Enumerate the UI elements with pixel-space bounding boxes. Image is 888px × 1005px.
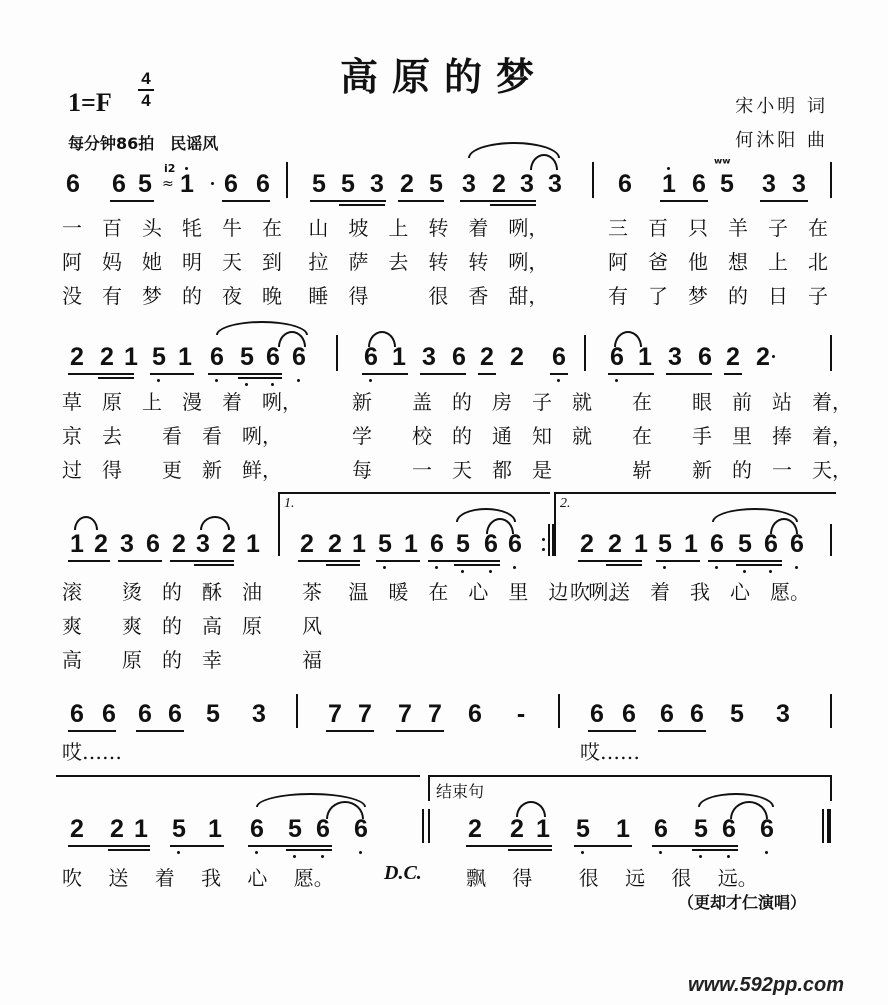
composer-credit: 何沐阳 曲 [735,130,828,151]
staff-line-2: 2 2 1 5 1 6 5 6 6 6 1 3 6 2 2 6 6 1 3 6 2 2 [0,343,888,383]
repeat-bracket-line [56,775,420,777]
lyric-verse1-b: 三 百 只 羊 子 在 [608,216,828,240]
lyric-verse3-a: 没 有 梦 的 夜 晚 睡 得 很 香 甜， [62,284,549,308]
lyric-verse3-c: 过 得 更 新 鲜， [62,458,282,482]
song-title: 高原的梦 [339,54,548,99]
lyric-verse1-f: 吹 送 着 我 心 愿。 [570,580,810,604]
lyric-verse2-c: 京 去 看 看 咧， [62,424,282,448]
lyric-interlude-b: 哎…… [580,740,640,764]
lyricist-credit: 宋小明 词 [735,96,828,117]
lyric-verse1-a: 一 百 头 牦 牛 在 山 坡 上 转 着 咧， [62,216,549,240]
lyric-verse1-e: 滚 烫 的 酥 油 茶 温 暖 在 心 里 边 咧。 [62,580,629,604]
staff-line-5: 2 2 1 5 1 6 5 6 6 2 2 1 5 1 6 5 6 6 [0,815,888,855]
lyric-verse1-d: 新 盖 的 房 子 就 在 眼 前 站 着， [352,390,852,414]
lyric-verse1-c: 草 原 上 漫 着 咧， [62,390,302,414]
volta-first-ending: 1. [278,492,550,524]
volta-second-ending: 2. [554,492,836,524]
staff-line-1: 6 6 5 i2 ≈ 1 6 6 5 5 3 2 5 3 2 3 3 6 1 6 5 ʷʷ 3 3 [0,170,888,210]
website-watermark: www.592pp.com [688,974,844,996]
lyric-verse2-d: 学 校 的 通 知 就 在 手 里 捧 着， [352,424,852,448]
staff-line-3: 1 2 3 6 2 3 2 1 2 2 1 5 1 6 5 6 6 2 2 1 5 1 6 5 6 6 [0,530,888,570]
da-capo-marking: D.C. [384,862,422,884]
tempo-marking: 每分钟86拍 民谣风 [68,134,219,153]
lyric-ending-a: 吹 送 着 我 心 愿。 [62,866,334,890]
lyric-verse3-e: 高 原 的 幸 福 [62,648,322,672]
volta-coda: 结束句 [428,775,832,801]
lyric-verse2-e: 爽 爽 的 高 原 风 [62,614,322,638]
time-signature: 4 4 [138,70,154,110]
lyric-ending-b: 飘 得 很 远 很 远。 [466,866,758,890]
key-signature: 1=F [68,88,112,117]
lyric-verse3-b: 有 了 梦 的 日 子 [608,284,828,308]
lyric-verse3-d: 每 一 天 都 是 崭 新 的 一 天， [352,458,852,482]
staff-line-4: 6 6 6 6 5 3 7 7 7 7 6 - 6 6 6 6 5 3 [0,700,888,740]
lyric-verse2-b: 阿 爸 他 想 上 北 [608,250,828,274]
lyric-verse2-a: 阿 妈 她 明 天 到 拉 萨 去 转 转 咧， [62,250,549,274]
performer-credit: （更却才仁演唱） [678,893,807,912]
lyric-interlude-a: 哎…… [62,740,122,764]
